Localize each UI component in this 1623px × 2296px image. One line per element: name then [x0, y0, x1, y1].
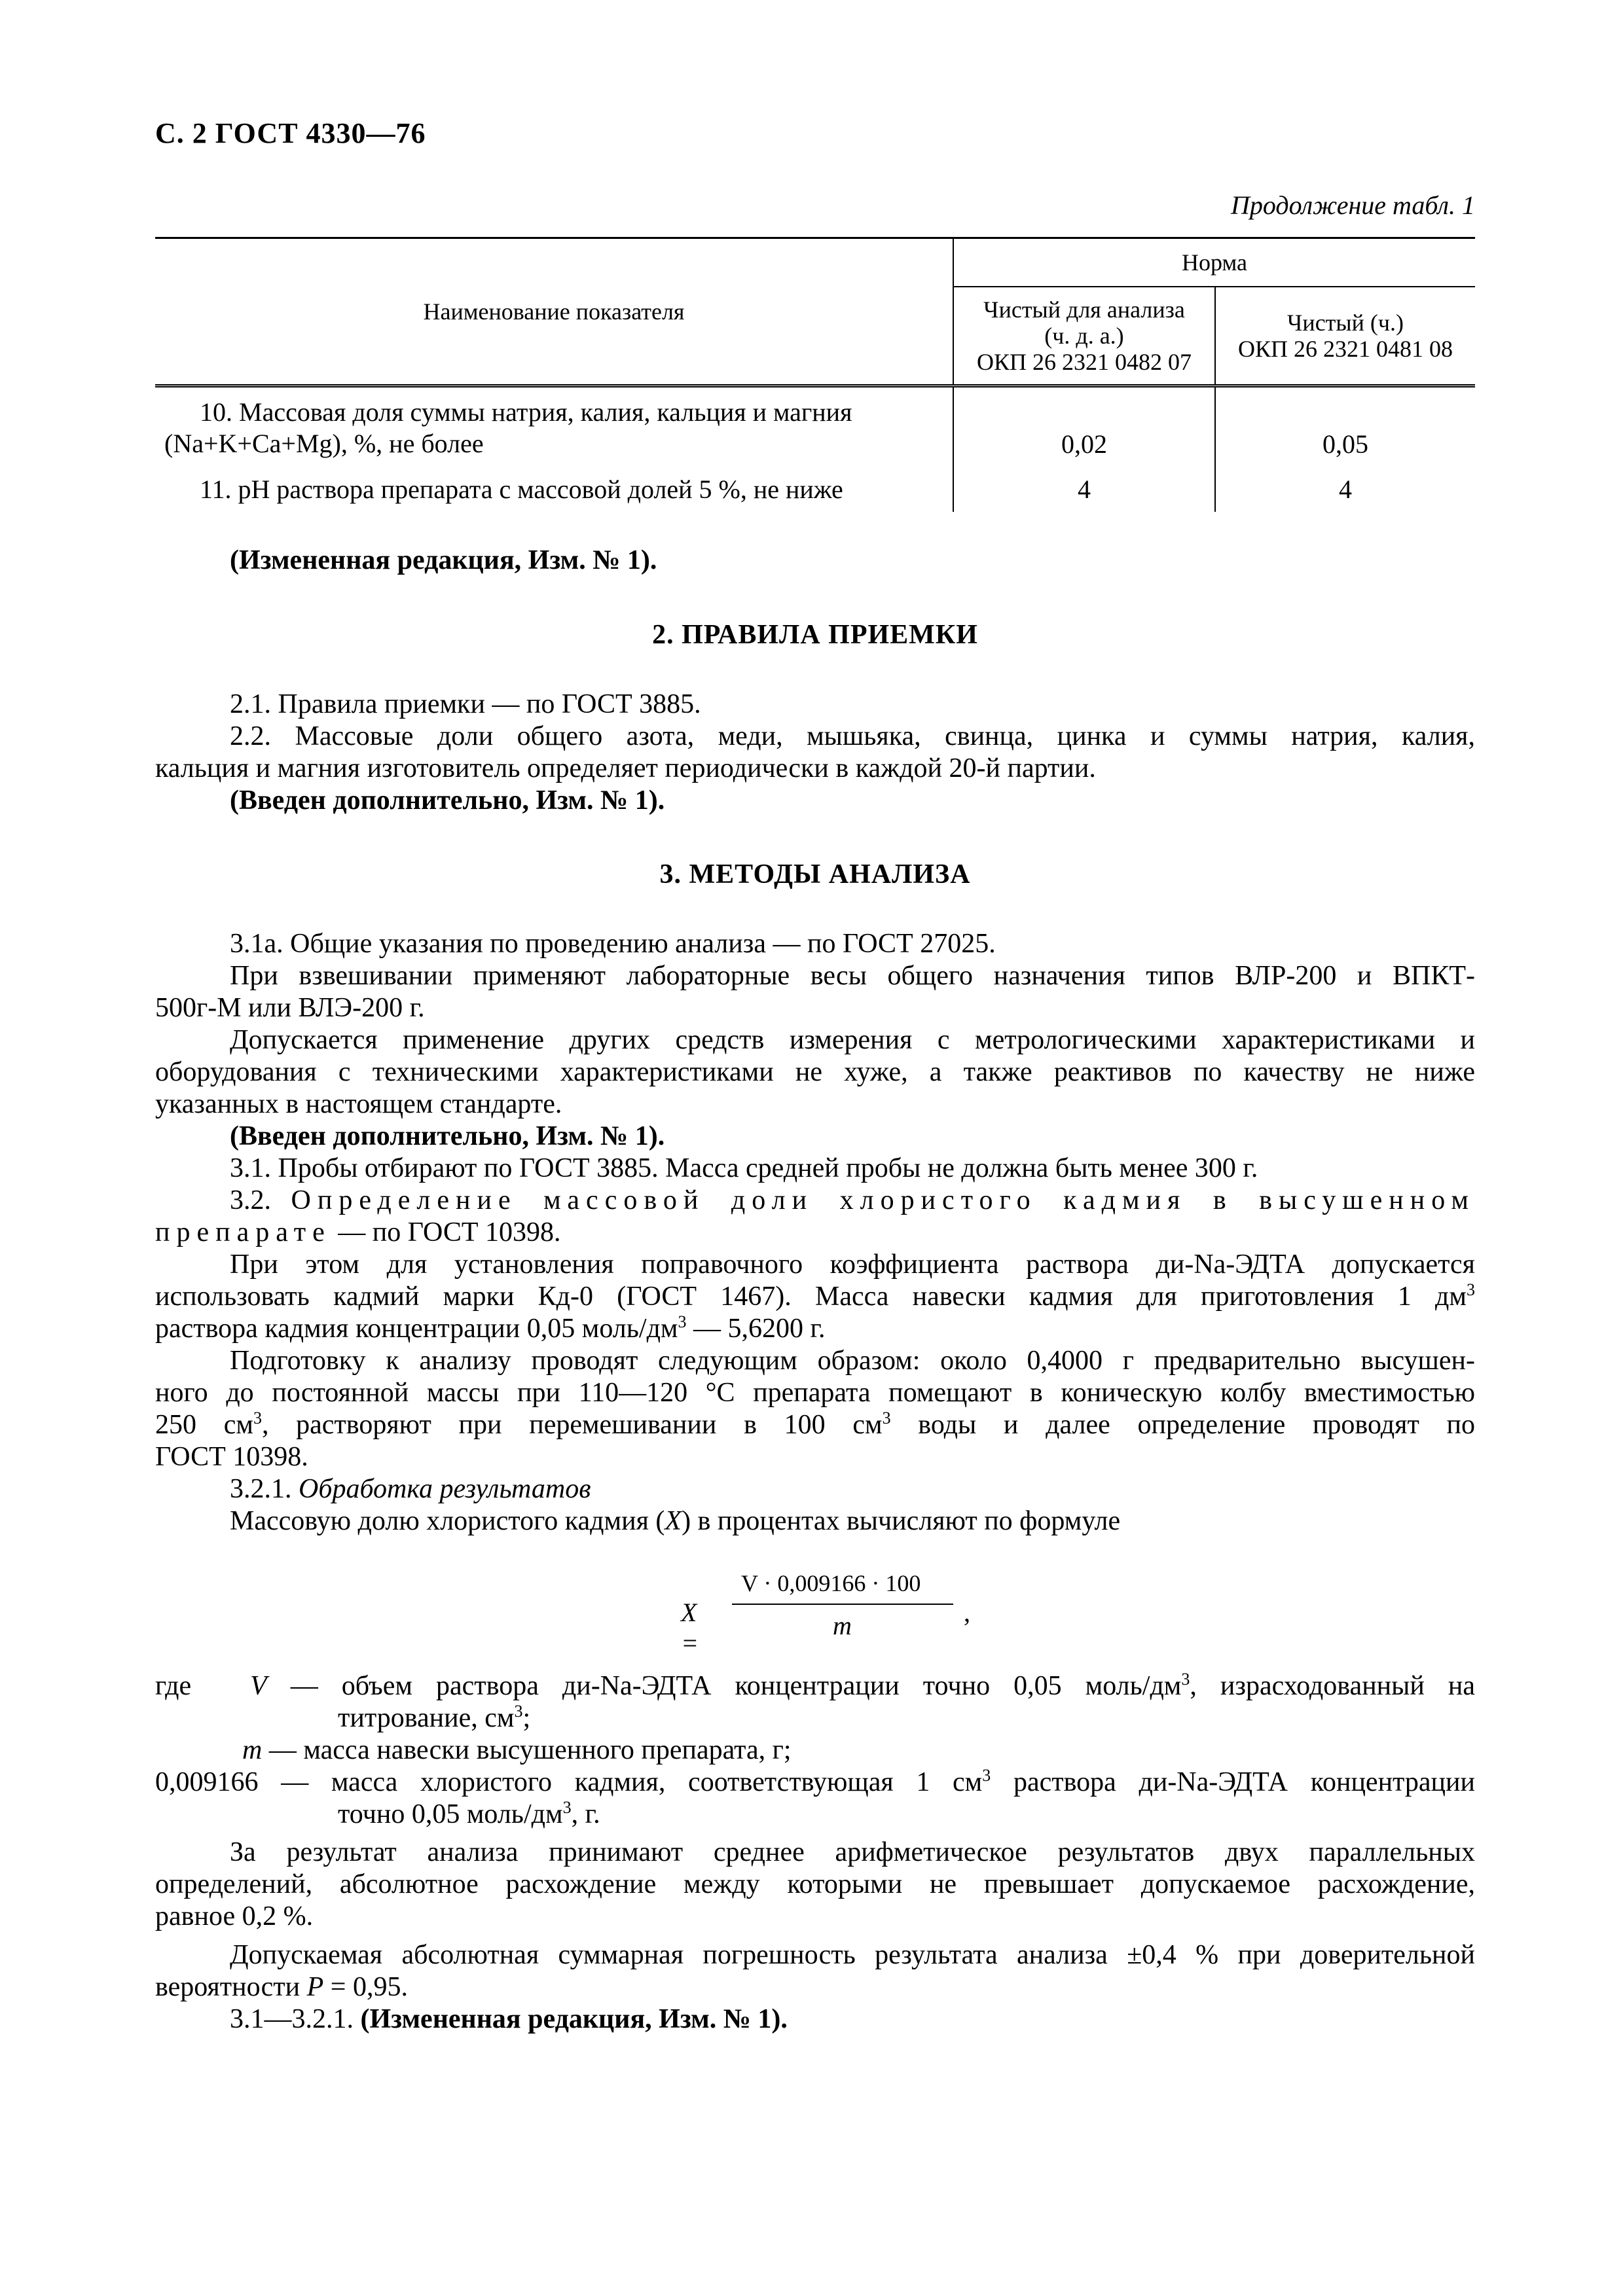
table-cell-value: 4: [1339, 475, 1352, 504]
table-continuation-label: Продолжение табл. 1: [1230, 190, 1475, 220]
table-cell-value: 4: [953, 474, 1215, 512]
definition-m: m — масса навески высушенного препарата, г;: [242, 1735, 792, 1765]
amendment-note: (Измененная редакция, Изм. № 1).: [360, 2004, 788, 2034]
where-label: где: [155, 1671, 192, 1701]
amendment-note: (Введен дополнительно, Изм. № 1).: [230, 1121, 665, 1151]
definition-constant: 0,009166 — масса хлористого кадмия, соответствующая 1 $см^3$ раствора ди-Na-ЭДТА концентрации: [155, 1766, 1475, 1797]
running-head: С. 2 ГОСТ 4330—76: [155, 117, 426, 149]
specification-table: [155, 237, 1475, 512]
section3-text-end: За результат анализа принимают среднее арифметическое результатов двух параллельных определений, абсолютное расхождение между которыми не превышает допускаемое расхождение, равное 0,2 %. Допускаемая абсолютная суммарная погрешность результата анализа ±0,4 % при доверительной вероятности P = 0,95. 3.1—3.2.1. (Измененная редакция, Изм. № 1).: [155, 1837, 1475, 2034]
table-row-name: 11. pH раствора препарата с массовой долей 5 %, не ниже: [155, 474, 953, 512]
column-header-name: Наименование показателя: [155, 238, 953, 386]
definition-v: V — объем раствора ди-Na-ЭДТА концентрации точно 0,05 моль/$дм^3$, израсходованный на: [250, 1670, 1475, 1701]
document-page: С. 2 ГОСТ 4330—76 Продолжение табл. 1 Наименование показателя Норма Чистый для анализа (ч. д. а.) ОКП 26 2321 0482 07 Чистый (ч.) ОКП 26 2321 0481 08 10. Массовая доля суммы натрия, калия, кальция и магния (Na+K+Ca+Mg), %, не более 0,02 0,05 11. pH раствора препарата с массовой долей 5 %, не ниже 4 4 (Измененная редакция, Изм. № 1). 2. ПРАВИЛА ПРИЕМКИ 2.1. Правила приемки — по ГОСТ 3885. 2.2. Массовые доли общего азота, меди, мышьяка, свинца, цинка и суммы натрия, калия, кальция и магния изготовитель определяет периодически в каждой 20-й партии. (Введен дополнительно, Изм. № 1). 3. МЕТОДЫ АНАЛИЗА 3.1а. Общие указания по проведению анализа — по ГОСТ 27025. При взвешивании применяют лабораторные весы общего назначения типов ВЛР-200 и ВПКТ- 500г-М или ВЛЭ-200 г. Допускается применение других средств измерения с метрологическими характеристиками и оборудования с техническими характеристиками не хуже, а также реактивов по качеству не ниже указанных в настоящем стандарте. (Введен дополнительно, Изм. № 1). 3.1. Пробы отбирают по ГОСТ 3885. Масса средней пробы не должна быть менее 300 г. 3.2. Определение массовой доли хлористого кадмия в высушенном препарате — по ГОСТ 10398. При этом для установления поправочного коэффициента раствора ди-Na-ЭДТА допускается использовать кадмий марки Кд-0 (ГОСТ 1467). Масса навески кадмия для приготовления 1 $дм^3$ раствора кадмия концентрации 0,05 моль/$дм^3$ — 5,6200 г. Подготовку к анализу проводят следующим образом: около 0,4000 г предварительно высушен- ного до постоянной массы при 110—120 °С препарата помещают в коническую колбу вместимостью 250 $см^3$, растворяют при перемешивании в 100 $см^3$ воды и далее определение проводят по ГОСТ 10398. 3.2.1. Обработка результатов Массовую долю хлористого кадмия (X) в процентах вычисляют по формуле X = V · 0,009166 · 100 m , где V — объем раствора ди-Na-ЭДТА концентрации точно 0,05 моль/$дм^3$, израсходованный на титрование, $см^3$; m — масса навески высушенного препарата, г; 0,009166 — масса хлористого кадмия, соответствующая 1 $см^3$ раствора ди-Na-ЭДТА концентрации точно 0,05 моль/$дм^3$, г. За результат анализа принимают среднее арифметическое результатов двух параллельных определений, абсолютное расхождение между которыми не превышает допускаемое расхождение, равное 0,2 %. Допускаемая абсолютная суммарная погрешность результата анализа ±0,4 % при доверительной вероятности P = 0,95. 3.1—3.2.1. (Измененная редакция, Изм. № 1).: [155, 117, 1476, 2034]
table-cell-value: 0,02: [953, 386, 1215, 475]
fraction-bar: [732, 1604, 953, 1605]
amendment-note: (Введен дополнительно, Изм. № 1).: [230, 785, 665, 816]
section-heading: 2. ПРАВИЛА ПРИЕМКИ: [652, 620, 978, 650]
formula-numerator: V · 0,009166 · 100: [741, 1570, 921, 1596]
section-heading: 3. МЕТОДЫ АНАЛИЗА: [659, 859, 971, 889]
column-header-norma: Норма: [953, 238, 1475, 287]
formula-denominator: m: [833, 1611, 852, 1640]
section3-text: 3.1а. Общие указания по проведению анализа — по ГОСТ 27025. При взвешивании применяют лабораторные весы общего назначения типов ВЛР-200 и ВПКТ- 500г-М или ВЛЭ-200 г. Допускается применение других средств измерения с метрологическими характеристиками и оборудования с техническими характеристиками не хуже, а также реактивов по качеству не ниже указанных в настоящем стандарте. (Введен дополнительно, Изм. № 1). 3.1. Пробы отбирают по ГОСТ 3885. Масса средней пробы не должна быть менее 300 г. 3.2. Определение массовой доли хлористого кадмия в высушенном препарате — по ГОСТ 10398. При этом для установления поправочного коэффициента раствора ди-Na-ЭДТА допускается использовать кадмий марки Кд-0 (ГОСТ 1467). Масса навески кадмия для приготовления 1 $дм^3$ раствора кадмия концентрации 0,05 моль/$дм^3$ — 5,6200 г. Подготовку к анализу проводят следующим образом: около 0,4000 г предварительно высушен- ного до постоянной массы при 110—120 °С препарата помещают в коническую колбу вместимостью 250 $см^3$, растворяют при перемешивании в 100 $см^3$ воды и далее определение проводят по ГОСТ 10398. 3.2.1. Обработка результатов Массовую долю хлористого кадмия (X) в процентах вычисляют по формуле: [155, 929, 1476, 1536]
definition-constant-cont: точно 0,05 моль/$дм^3$, г.: [338, 1798, 600, 1829]
definition-v-cont: титрование, $см^3$;: [338, 1702, 531, 1733]
table-row-name: 10. Массовая доля суммы натрия, калия, кальция и магния (Na+K+Ca+Mg), %, не более: [155, 386, 953, 475]
section2-text: 2.1. Правила приемки — по ГОСТ 3885. 2.2. Массовые доли общего азота, меди, мышьяка, свинца, цинка и суммы натрия, калия, кальция и магния изготовитель определяет периодически в каждой 20-й партии. (Введен дополнительно, Изм. № 1).: [155, 689, 1475, 816]
table-cell-value: 0,05: [1322, 429, 1368, 459]
column-header-pure-analysis: Чистый для анализа (ч. д. а.) ОКП 26 2321 0482 07: [953, 287, 1215, 386]
column-header-pure: Чистый (ч.) ОКП 26 2321 0481 08: [1215, 287, 1475, 386]
formula-lhs: X =: [681, 1598, 699, 1658]
amendment-note: (Измененная редакция, Изм. № 1).: [230, 545, 657, 575]
